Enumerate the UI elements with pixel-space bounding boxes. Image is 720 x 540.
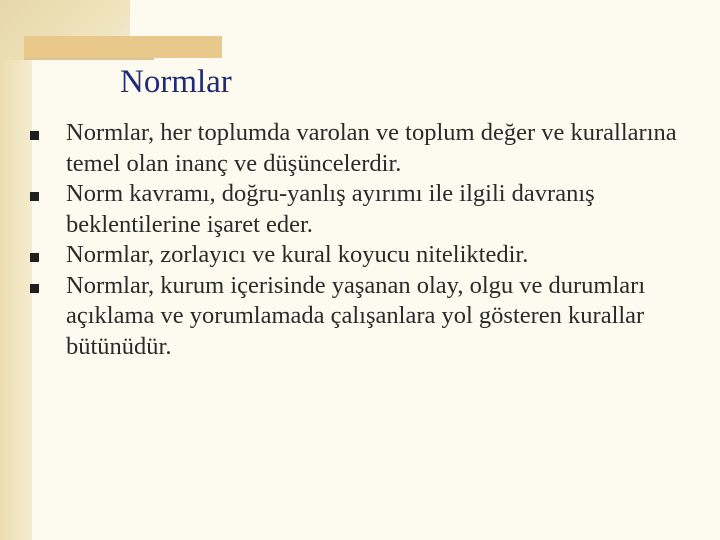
bullet-text: Normlar, kurum içerisinde yaşanan olay, olgu ve durumları açıklama ve yorumlamada çalışanlara yol gösteren kurallar bütünüdür. <box>66 271 646 360</box>
slide-title: Normlar <box>120 64 232 100</box>
bullet-item <box>30 179 710 240</box>
bullet-item <box>30 271 710 363</box>
square-bullet-icon <box>30 192 39 201</box>
square-bullet-icon <box>30 253 39 262</box>
bullet-item <box>30 118 710 179</box>
bullet-item <box>30 240 710 271</box>
bullet-text: Normlar, her toplumda varolan ve toplum değer ve kurallarına temel olan inanç ve düşüncelerdir. <box>66 119 677 177</box>
bullet-text: Norm kavramı, doğru-yanlış ayırımı ile ilgili davranış beklentilerine işaret eder. <box>66 180 595 238</box>
title-accent-bar <box>24 36 222 58</box>
square-bullet-icon <box>30 284 39 293</box>
bullet-text: Normlar, zorlayıcı ve kural koyucu niteliktedir. <box>66 241 529 268</box>
square-bullet-icon <box>30 131 39 140</box>
bullet-list <box>30 118 710 362</box>
parchment-strip <box>0 0 32 540</box>
